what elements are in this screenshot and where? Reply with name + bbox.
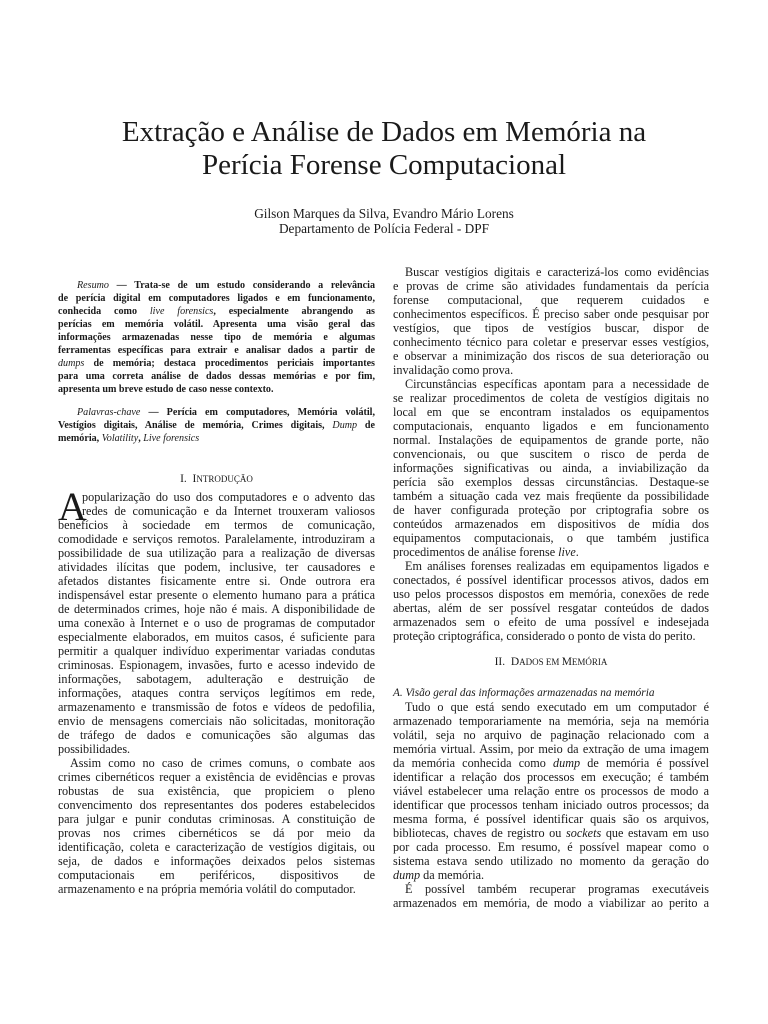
intro-line: comodidade e serviços remotos. Paralelamente, introduziram a (58, 532, 375, 546)
section-heading-introducao: I. INTRODUÇÃO (180, 473, 253, 485)
intro-line: Circunstâncias específicas apontam para a necessidade de (405, 377, 709, 391)
intro-line: especialmente elaborados, em muitos casos, é suficiente para (58, 630, 375, 644)
intro-line: proteção criptográfica, considerado o ponto de vista do perito. (393, 629, 696, 643)
keywords-line: memória, Volatility, Live forensics (58, 433, 200, 444)
abstract-line: conhecida como live forensics, especialmente abrangendo as (58, 306, 375, 317)
subsection-heading: A. Visão geral das informações armazenadas na memória (393, 687, 655, 699)
intro-line: procedimentos de análise forense live. (393, 545, 579, 559)
body-line: volátil, seja no arquivo de paginação relacionado com a (393, 728, 709, 742)
body-line: sistema estava sendo utilizado no momento da geração do (393, 854, 709, 868)
body-line: mesma forma, é possível identificar quais são os arquivos, (393, 812, 709, 826)
intro-line: normal. Instalações de equipamentos de grande porte, não (393, 433, 709, 447)
body-line: dump da memória. (393, 868, 485, 882)
intro-line: informações significativas ou ainda, a inviabilização da (393, 461, 709, 475)
intro-line: perícia são exemplos dessas circunstâncias. Destaque-se (393, 475, 709, 489)
paper-title-line-2: Perícia Forense Computacional (201, 149, 566, 181)
intro-line: de tráfego de dados e comunicações são algumas das (58, 728, 375, 742)
intro-line: de determinados crimes, hoje não é mais. A disponibilidade de (58, 602, 375, 616)
intro-line: identificação, coleta e caracterização de vestígios digitais, ou (58, 840, 375, 854)
section-heading-dados-em-memoria: II. DADOS EM MEMÓRIA (494, 656, 608, 668)
keywords-line: Vestígios digitais, Análise de memória, Crimes digitais, Dump de (58, 420, 375, 431)
intro-line: local em que se encontram instalados os equipamentos (393, 405, 709, 419)
body-line: viável estabelecer uma relação entre os processos de modo a (393, 784, 709, 798)
body-line: É possível também recuperar programas executáveis (405, 882, 709, 896)
intro-line: criminosas. Espionagem, invasões, furto e acesso indevido de (58, 658, 375, 672)
abstract-line: perícias em memória volátil. Apresenta uma visão geral das (58, 319, 375, 330)
abstract-line: informações armazenadas nesse tipo de memória e algumas (58, 332, 375, 343)
intro-line: abertas, além de ser possível resgatar conteúdos de dados (393, 601, 709, 615)
intro-line: provas nos crimes cibernéticos se dá por meio da (58, 826, 375, 840)
intro-line: popularização do uso dos computadores e o advento das (82, 490, 375, 504)
paper-title-line-1: Extração e Análise de Dados em Memória na (121, 116, 647, 148)
intro-line: convencimento dos representantes dos poderes estabelecidos (58, 798, 375, 812)
affiliation: Departamento de Polícia Federal - DPF (278, 221, 490, 236)
intro-line: robustas de sua existência, que propiciem o pleno (58, 784, 375, 798)
drop-cap: A (58, 484, 87, 529)
intro-line: atividades ilícitas que podem, inclusive, ter causadores e (58, 560, 375, 574)
intro-line: uso pelos processos dispostos em memória, conexões de rede (393, 587, 709, 601)
intro-line: computacionais, enquanto ligados e em funcionamento (393, 419, 709, 433)
intro-line: armazenamento e na própria memória volátil do computador. (58, 882, 356, 896)
intro-line: permitir a qualquer indivíduo experimentar variadas condutas (58, 644, 375, 658)
intro-line: Assim como no caso de crimes comuns, o combate aos (70, 756, 375, 770)
intro-line: informações, ataques contra serviços legítimos em rede, (58, 686, 375, 700)
intro-line: Em análises forenses realizadas em equipamentos ligados e (405, 559, 709, 573)
intro-line: computacionais em periféricos, dispositivos de (58, 868, 375, 882)
intro-line: equipamentos computacionais, o que também justifica (393, 531, 709, 545)
intro-line: benefícios à sociedade em termos de comunicação, (58, 518, 375, 532)
intro-line: conhecimento técnico para coletar e preservar esses vestígios, (393, 335, 709, 349)
body-line: por cada processo. Em resumo, é possível mapear como o (393, 840, 709, 854)
intro-line: conectados, é possível identificar processos ativos, dados em (393, 573, 709, 587)
intro-line: convencionais, ou que suscitem o risco de perda de (393, 447, 709, 461)
body-line: armazenado temporariamente na memória, seja na memória (393, 714, 709, 728)
abstract-line: ferramentas específicas para extrair e analisar dados a partir de (58, 345, 375, 356)
abstract-line: Resumo — Trata-se de um estudo considerando a relevância (77, 280, 375, 291)
intro-line: invalidação como prova. (393, 363, 514, 377)
body-line: identificar que processos tenham iniciado outros processos; da (393, 798, 709, 812)
intro-line: conhecimentos específicos. É preciso saber onde pesquisar por (393, 307, 709, 321)
body-line: identificar a relação dos processos em execução; é também (393, 770, 709, 784)
intro-line: armazenamento e transmissão de fotos e vídeos de pedofilia, (58, 700, 375, 714)
intro-line: possibilidades. (58, 742, 131, 756)
intro-line: e observar a minimização dos riscos de sua deterioração ou (393, 349, 709, 363)
body-line: bibliotecas, chaves de registro ou sockets que estavam em uso (393, 826, 710, 840)
abstract-line: dumps de memória; destaca procedimentos periciais importantes (58, 358, 375, 369)
body-line: memória virtual. Assim, por meio da extração de uma imagem (393, 742, 709, 756)
intro-line: uma conexão à Internet e o uso de programas de computador (58, 616, 375, 630)
intro-line: informações, sabotagem, adulteração e destruição de (58, 672, 375, 686)
intro-line: crimes cibernéticos requer a existência de evidências e provas (58, 770, 375, 784)
abstract-label: Resumo (77, 280, 109, 291)
intro-line: de haver configurada proteção por criptografia sobre os (393, 503, 709, 517)
intro-line: Buscar vestígios digitais e caracterizá-los como evidências (405, 265, 709, 279)
intro-line: se realizar procedimentos de coleta de vestígios digitais no (393, 391, 709, 405)
abstract-line: de perícia digital em computadores ligados e em funcionamento, (58, 293, 375, 304)
intro-line: e provas de crime são atividades fundamentais da perícia (393, 279, 709, 293)
abstract-line: para uma correta análise de dados dessas memórias e por fim, (58, 371, 375, 382)
body-line: da memória conhecida como dump de memória é possível (393, 756, 709, 770)
intro-line: possibilidade de sua utilização para a realização de diversas (58, 546, 375, 560)
intro-line: conteúdos armazenados em dispositivos de mídia dos (393, 517, 709, 531)
intro-line: armazenados sem o efeito de uma possível e indesejada (393, 615, 709, 629)
intro-line: afetados distantes fisicamente entre si. Onde outrora era (58, 574, 375, 588)
intro-line: seja, de dados e informações deixados pelos sistemas (58, 854, 375, 868)
intro-line: indispensável estar presente o elemento humano para a prática (58, 588, 375, 602)
intro-line: forense computacional, que requerem cuidados e (393, 293, 709, 307)
intro-line: redes de comunicação e da Internet trouxeram valiosos (82, 504, 375, 518)
intro-line: para julgar e punir condutas criminosas. A constituição de (58, 812, 375, 826)
intro-line: envio de mensagens comerciais não solicitadas, monitoração (58, 714, 375, 728)
intro-line: vestígios, que tipos de vestígios buscar, dispor de (393, 321, 709, 335)
keywords-line: Palavras-chave — Perícia em computadores, Memória volátil, (77, 407, 375, 418)
abstract-line: apresenta um breve estudo de caso nesse contexto. (58, 384, 274, 395)
keywords-label: Palavras-chave (77, 407, 141, 418)
intro-line: também a situação cada vez mais freqüente da possibilidade (393, 489, 709, 503)
body-line: Tudo o que está sendo executado em um computador é (405, 700, 709, 714)
body-line: armazenados em memória, de modo a viabilizar ao perito a (393, 896, 709, 910)
authors: Gilson Marques da Silva, Evandro Mário Lorens (254, 206, 514, 221)
